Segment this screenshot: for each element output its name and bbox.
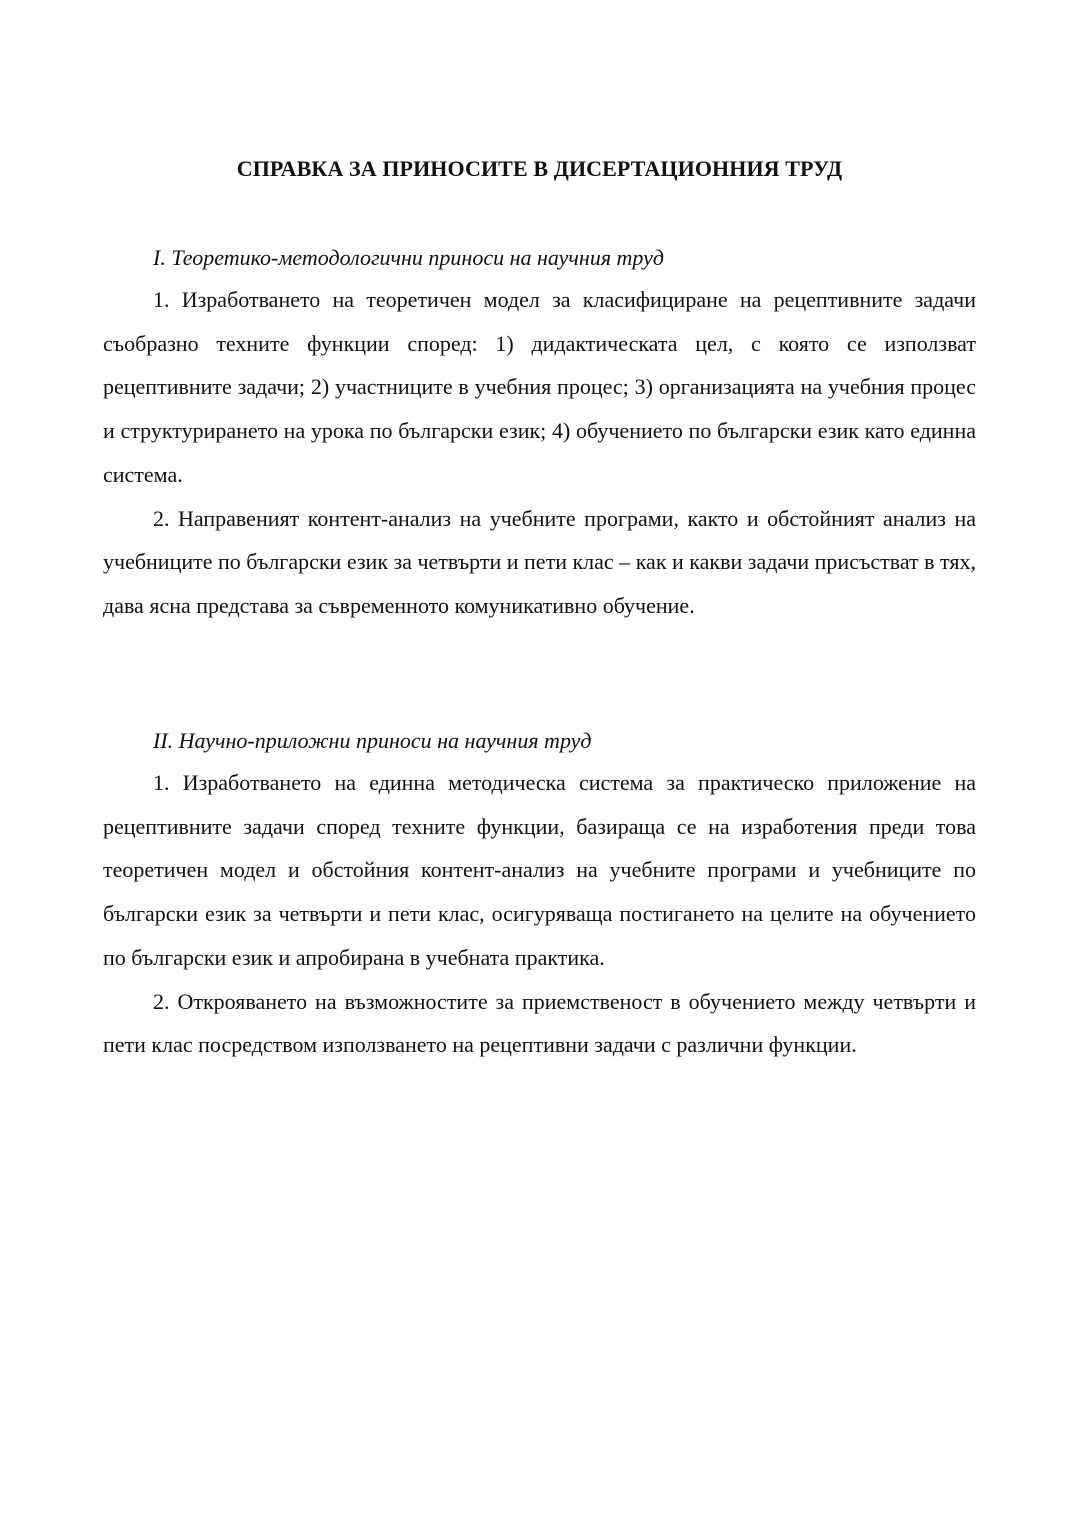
paragraph: 2. Направеният контент-анализ на учебните програми, както и обстойният анализ на учебниците по български език за четвърти и пети клас – как и какви задачи присъстват в тях, дава ясна представа за съвременното комуникативно обучение. xyxy=(103,505,976,618)
paragraph: 2. Открояването на възможностите за приемственост в обучението между четвърти и пети клас посредством използването на рецептивни задачи с различни функции. xyxy=(103,988,976,1058)
section-heading: II. Научно-приложни приноси на научния труд xyxy=(153,728,592,753)
document-title: СПРАВКА ЗА ПРИНОСИТЕ В ДИСЕРТАЦИОННИЯ ТРУД xyxy=(236,156,843,181)
section-theoretical-contributions xyxy=(103,241,976,628)
section-applied-contributions xyxy=(103,724,976,1067)
section-heading: I. Теоретико-методологични приноси на научния труд xyxy=(153,245,664,270)
paragraph: 1. Изработването на единна методическа система за практическо приложение на рецептивните задачи според техните функции, базираща се на изработения преди това теоретичен модел и обстойния контент-анализ на учебните програми и учебниците по български език за четвърти и пети клас, осигуряваща постигането на целите на обучението по български език и апробирана в учебната практика. xyxy=(103,770,976,970)
paragraph: 1. Изработването на теоретичен модел за класифициране на рецептивните задачи съобразно техните функции според: 1) дидактическата цел, с която се използват рецептивните задачи; 2) участниците в учебния процес; 3) организацията на учебния процес и структурирането на урока по български език; 4) обучението по български език като единна система. xyxy=(103,287,976,487)
